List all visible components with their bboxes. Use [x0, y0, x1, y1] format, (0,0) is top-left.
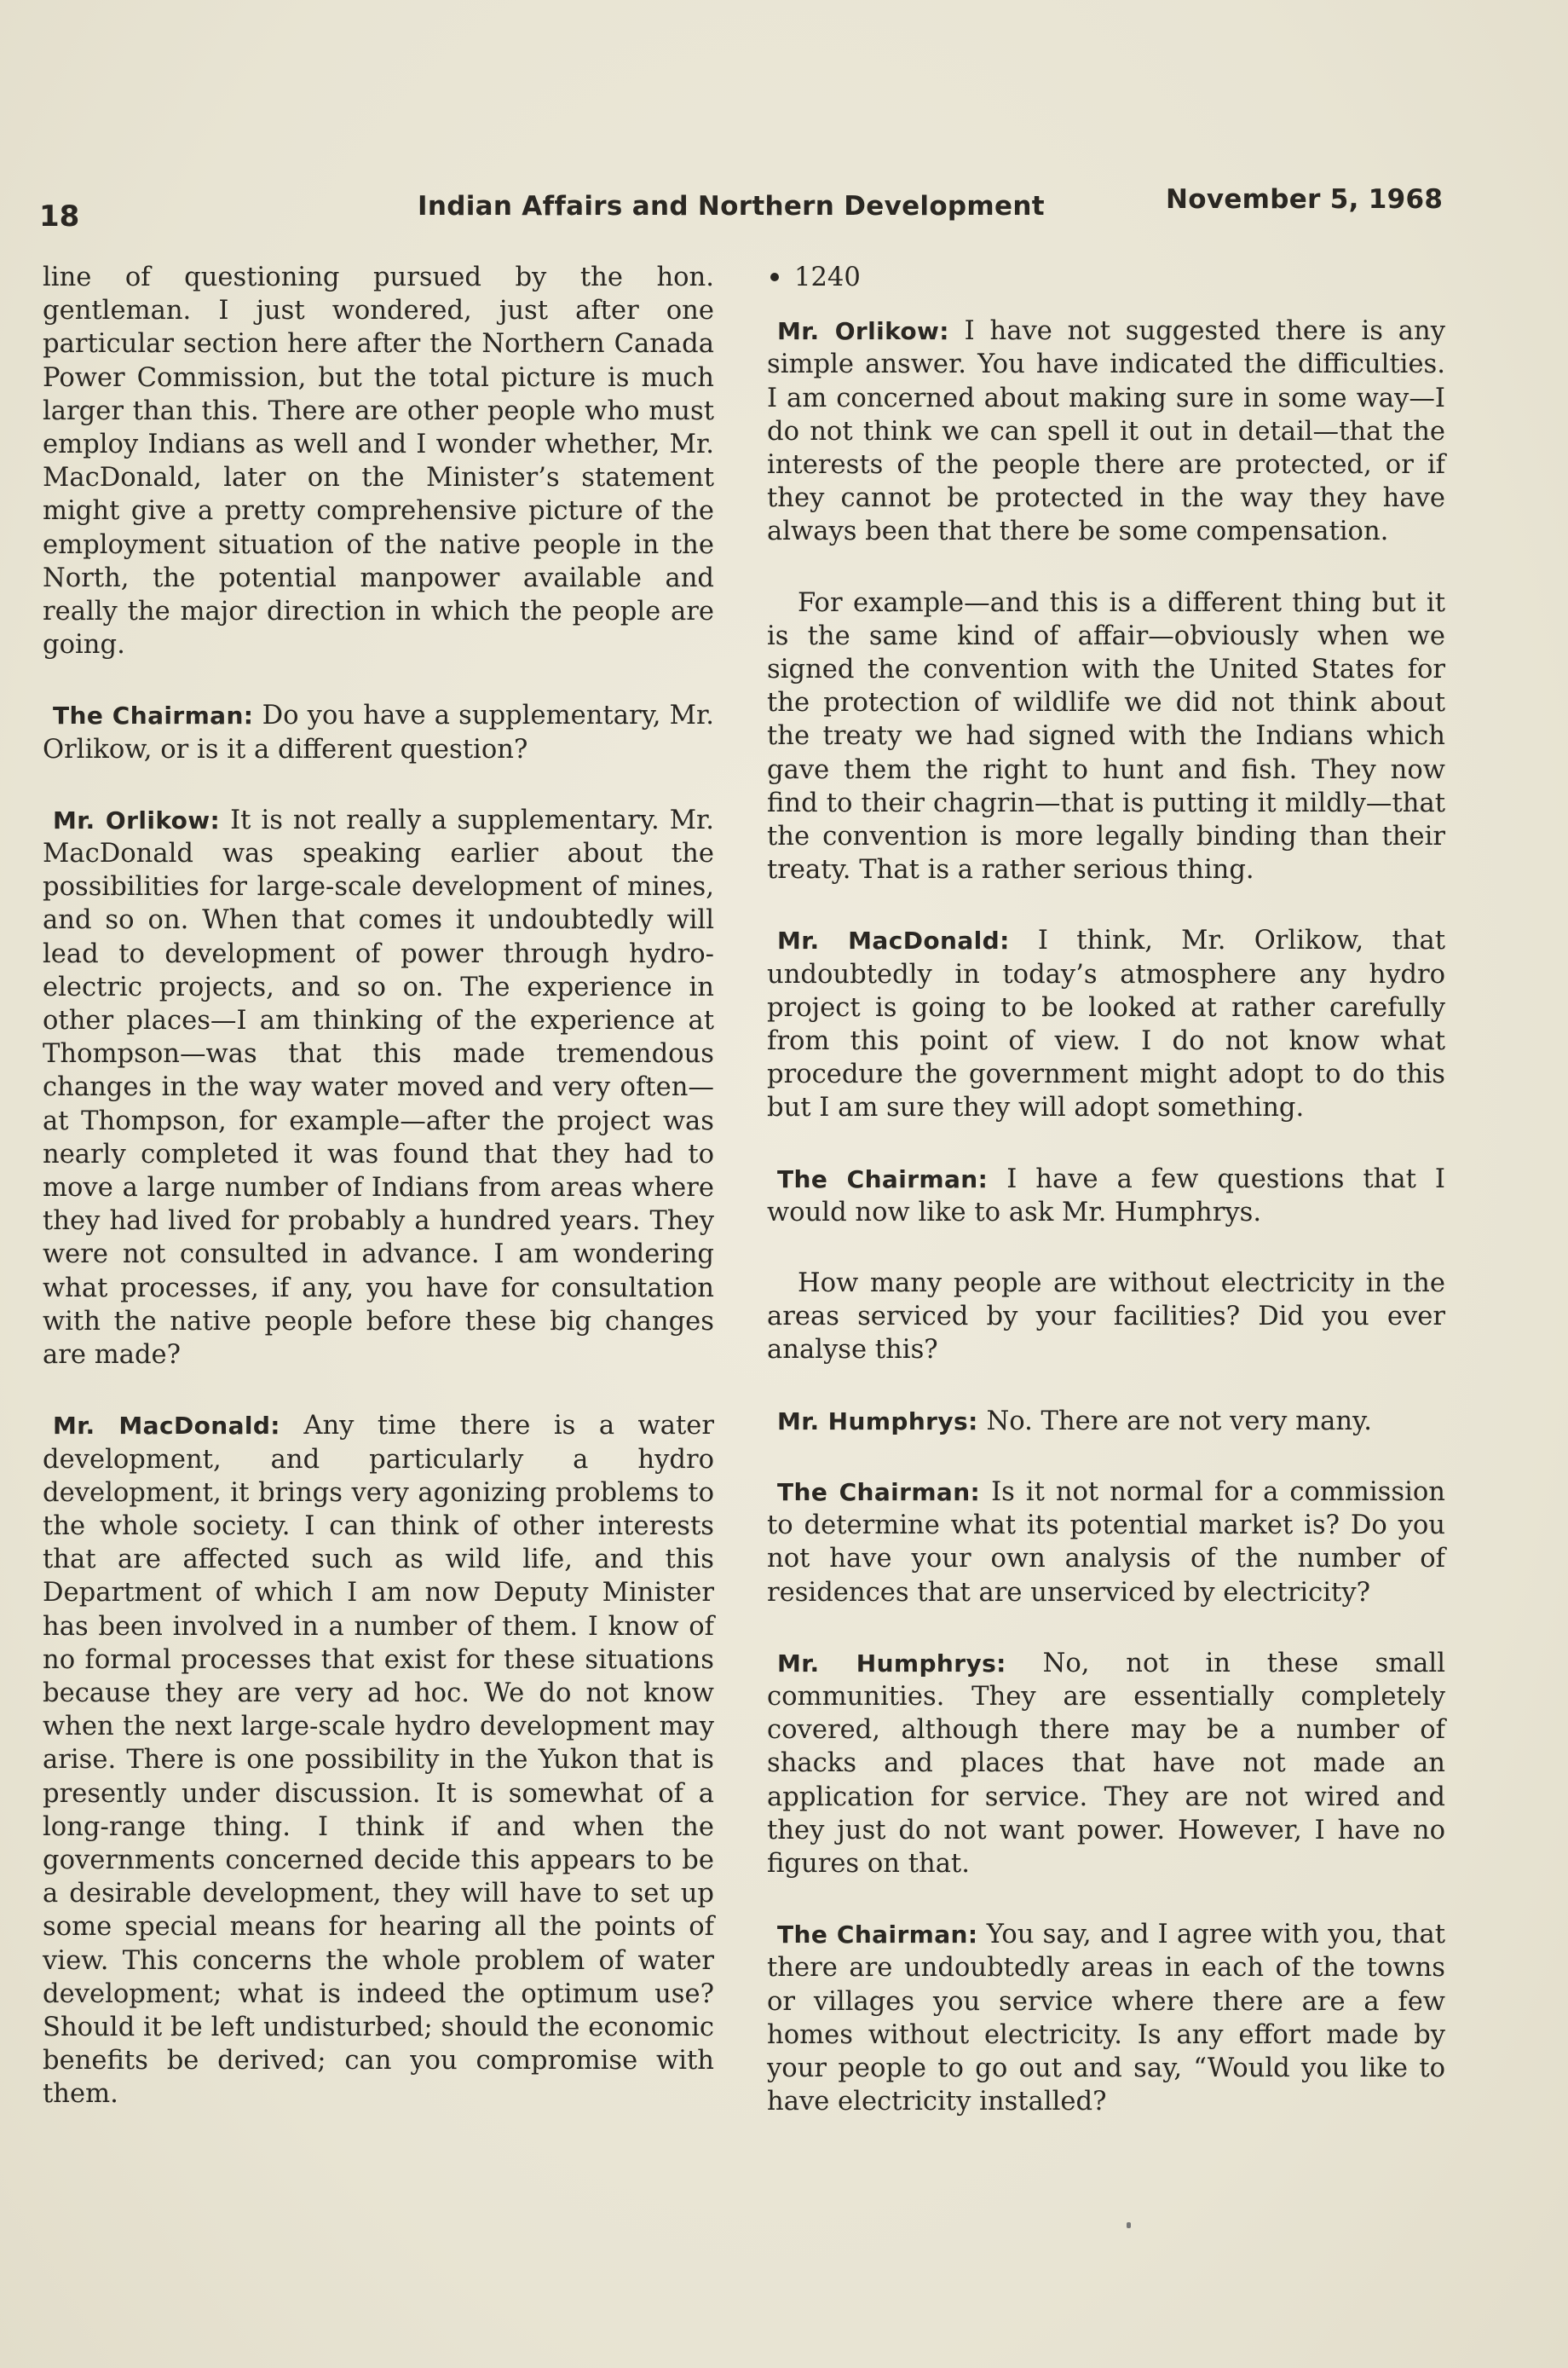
- speech-text: I think, Mr. Orlikow, that undoubtedly in today’s atmosphere any hydro project is going to be looked at rather carefully from this point of view. I do not know what procedure the government might adopt to do this but I am sure they will adopt something.: [767, 926, 1445, 1123]
- speaker-name: The Chairman:: [777, 1477, 981, 1506]
- paragraph: [767, 1405, 1445, 1438]
- right-column: [767, 261, 1445, 2156]
- speaker-name: Mr. MacDonald:: [53, 1412, 280, 1441]
- speech-text: You say, and I agree with you, that there are undoubtedly areas in each of the towns or villages you service where there are a few homes without electricity. Is any effort made by your people to go out and say, “Would you like to have electricity installed?: [767, 1920, 1445, 2117]
- time-marker: [767, 261, 1445, 294]
- page-number: 18: [39, 199, 80, 234]
- paragraph: [43, 699, 714, 765]
- speech-text: I have not suggested there is any simple answer. You have indicated the difficulties. I am concerned about making sure in some way—I do not think we can spell it out in detail—that the interests of the people there are protected, or if they cannot be protected in the way they have always been that there be some compensation.: [767, 316, 1445, 547]
- running-header: [0, 181, 1568, 232]
- speech-text: It is not really a supplementary. Mr. MacDonald was speaking earlier about the possibilities for large-scale development of mines, and so on. When that comes it undoubtedly will lead to development of power through hydro-electric projects, and so on. The experience in other places—I am thinking of the experience at Thompson—was that this made tremendous changes in the way water moved and very often—at Thompson, for example—after the project was nearly completed it was found that they had to move a large number of Indians from areas where they had lived for probably a hundred years. They were not consulted in advance. I am wondering what processes, if any, you have for consultation with the native people before these big changes are made?: [43, 805, 715, 1371]
- paragraph: [767, 924, 1445, 1124]
- speech-text: Is it not normal for a commission to determine what its potential market is? Do you not have your own analysis of the number of residences that are unserviced by electricity?: [767, 1476, 1445, 1608]
- speaker-name: Mr. MacDonald:: [777, 927, 1010, 956]
- paragraph: How many people are without electricity in the areas serviced by your facilities? Did you ever analyse this?: [767, 1268, 1445, 1366]
- bullet-icon: [770, 273, 779, 281]
- speaker-name: Mr. Humphrys:: [777, 1649, 1006, 1678]
- speaker-name: Mr. Orlikow:: [53, 806, 221, 835]
- speaker-name: The Chairman:: [53, 702, 254, 731]
- paragraph: [767, 1163, 1445, 1229]
- paragraph: [767, 1476, 1445, 1609]
- speech-text: I have a few questions that I would now like to ask Mr. Humphrys.: [767, 1164, 1445, 1227]
- speech-text: Any time there is a water development, and particularly a hydro development, it brings very agonizing problems to the whole society. I can think of other interests that are affected such as wild life, and this Department of which I am now Deputy Minister has been involved in a number of them. I know of no formal processes that exist for these situations because they are very ad hoc. We do not know when the next large-scale hydro development may arise. There is one possibility in the Yukon that is presently under discussion. It is somewhat of a long-range thing. I think if and when the governments concerned decide this appears to be a desirable development, they will have to set up some special means for hearing all the points of view. This concerns the whole problem of water development; what is indeed the optimum use? Should it be left undisturbed; should the economic benefits be derived; can you compromise with them.: [43, 1411, 714, 2110]
- left-column: [43, 261, 714, 2149]
- paragraph: [767, 1647, 1445, 1880]
- speaker-name: The Chairman:: [777, 1164, 989, 1193]
- journal-title: Indian Affairs and Northern Development: [418, 191, 1045, 222]
- speaker-name: The Chairman:: [777, 1920, 978, 1949]
- paper-speck: [1127, 2222, 1131, 2228]
- paragraph: [767, 315, 1445, 548]
- paragraph: [43, 804, 714, 1372]
- session-date: November 5, 1968: [1166, 184, 1444, 215]
- speech-text: Do you have a supplementary, Mr. Orlikow, or is it a different question?: [43, 701, 714, 765]
- paragraph: line of questioning pursued by the hon. gentleman. I just wondered, just after one particular section here after the Northern Canada Power Commission, but the total picture is much larger than this. There are other people who must employ Indians as well and I wonder whether, Mr. MacDonald, later on the Minister’s statement might give a pretty comprehensive picture of the employment situation of the native people in the North, the potential manpower available and really the major direction in which the people are going.: [43, 263, 714, 661]
- speech-text: No, not in these small communities. They are essentially completely covered, although there may be a number of shacks and places that have not made an application for service. They are not wired and they just do not want power. However, I have no figures on that.: [767, 1648, 1445, 1879]
- paragraph: [43, 1409, 714, 2111]
- time-marker-label: 1240: [794, 263, 861, 292]
- paragraph: For example—and this is a different thing but it is the same kind of affair—obviously when we signed the convention with the United States for the protection of wildlife we did not think about the treaty we had signed with the Indians which gave them the right to hunt and fish. They now find to their chagrin—that is putting it mildly—that the convention is more legally binding than their treaty. That is a rather serious thing.: [767, 587, 1445, 886]
- speaker-name: Mr. Humphrys:: [777, 1406, 978, 1435]
- speech-text: No. There are not very many.: [977, 1406, 1372, 1436]
- speaker-name: Mr. Orlikow:: [777, 317, 949, 346]
- paragraph: [767, 1918, 1445, 2118]
